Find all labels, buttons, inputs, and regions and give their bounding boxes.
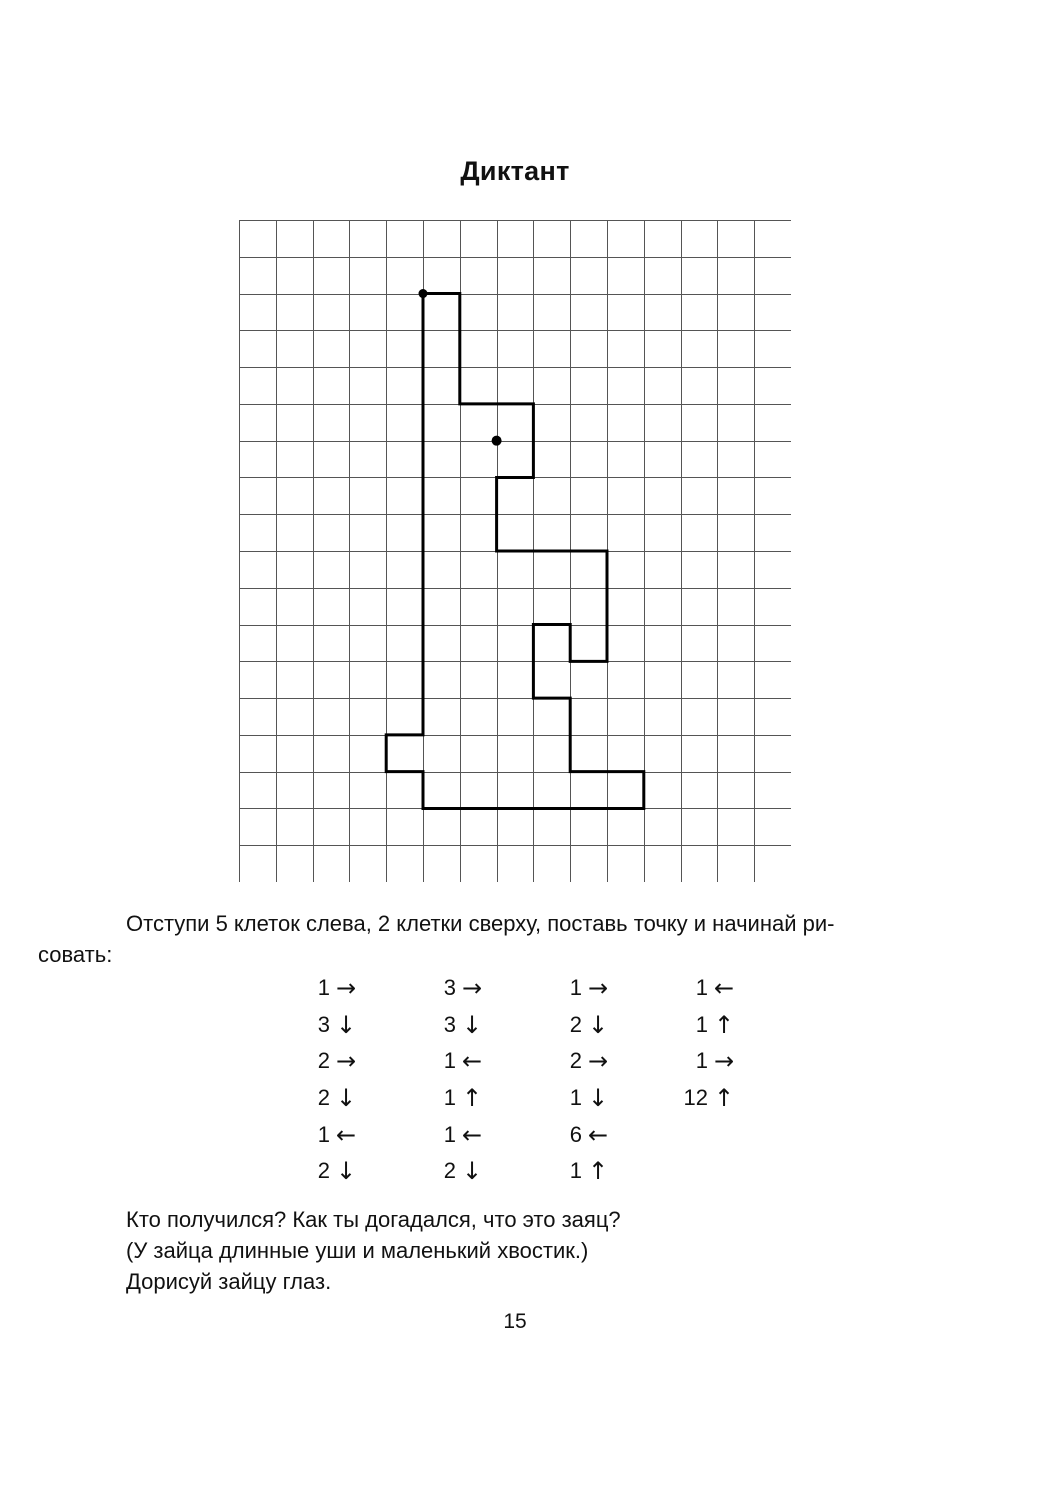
step-count: 2 [317, 1085, 330, 1111]
dictation-step [290, 1007, 400, 1044]
step-count: 3 [443, 975, 456, 1000]
step-count: 2 [317, 1158, 330, 1184]
dictation-column [290, 970, 400, 1190]
dictation-step [290, 1153, 400, 1190]
step-arrow-icon: ↓ [336, 1084, 357, 1113]
dictation-step [290, 1117, 400, 1154]
step-count: 1 [569, 975, 582, 1000]
step-count: 1 [695, 975, 708, 1000]
step-arrow-icon: ↓ [588, 1084, 609, 1113]
dictation-step [290, 1080, 400, 1117]
step-arrow-icon: ← [462, 1120, 483, 1149]
step-count: 1 [317, 1121, 330, 1147]
step-arrow-icon: ↑ [588, 1157, 609, 1186]
step-count: 1 [569, 1085, 582, 1111]
step-count: 1 [317, 975, 330, 1000]
step-arrow-icon: → [714, 1047, 735, 1076]
step-count: 12 [683, 1085, 708, 1111]
dictation-step [542, 1080, 652, 1117]
grid-figure [239, 220, 791, 882]
step-count: 1 [443, 1048, 456, 1074]
dictation-step [290, 970, 400, 1007]
dictation-step [416, 970, 526, 1007]
step-count: 6 [569, 1121, 582, 1147]
dictation-step [416, 1117, 526, 1154]
step-arrow-icon: ← [336, 1120, 357, 1149]
step-arrow-icon: ← [588, 1120, 609, 1149]
step-count: 2 [317, 1048, 330, 1074]
instruction-line-2: совать: [38, 942, 113, 967]
start-dot [419, 289, 428, 298]
step-count: 2 [569, 1011, 582, 1037]
step-arrow-icon: ↑ [714, 1084, 735, 1113]
dictation-table [290, 970, 770, 1200]
dictation-step [542, 1043, 652, 1080]
dictation-step [416, 1007, 526, 1044]
dictation-step [668, 1007, 778, 1044]
dictation-step [416, 1043, 526, 1080]
step-arrow-icon: ↓ [336, 1157, 357, 1186]
dictation-step [542, 970, 652, 1007]
page-title: Диктант [460, 156, 570, 186]
dictation-step [416, 1153, 526, 1190]
step-arrow-icon: ↑ [714, 1010, 735, 1039]
dictation-column [542, 970, 652, 1190]
step-count: 1 [443, 1085, 456, 1111]
step-count: 1 [569, 1158, 582, 1184]
step-arrow-icon: ↓ [462, 1157, 483, 1186]
step-count: 3 [443, 1011, 456, 1037]
eye-dot [492, 436, 502, 446]
dictation-step [668, 1043, 778, 1080]
step-count: 1 [443, 1121, 456, 1147]
step-arrow-icon: → [588, 1047, 609, 1076]
dictation-step [416, 1080, 526, 1117]
step-count: 1 [695, 1048, 708, 1074]
step-count: 2 [569, 1048, 582, 1074]
step-count: 3 [317, 1011, 330, 1037]
step-arrow-icon: → [588, 974, 609, 1002]
dictation-step [290, 1043, 400, 1080]
step-arrow-icon: → [336, 974, 357, 1002]
dictation-step [542, 1007, 652, 1044]
dictation-step [542, 1117, 652, 1154]
dictation-column [668, 970, 778, 1117]
dictation-step [668, 1080, 778, 1117]
step-arrow-icon: ↓ [588, 1010, 609, 1039]
grid-svg [239, 220, 791, 882]
instruction-line-1: Отступи 5 клеток слева, 2 клетки сверху, поставь точку и начинай ри- [126, 911, 835, 936]
step-arrow-icon: ↓ [462, 1010, 483, 1039]
page-number: 15 [503, 1310, 527, 1333]
dictation-column [416, 970, 526, 1190]
step-count: 2 [443, 1158, 456, 1184]
dictation-step [668, 970, 778, 1007]
question-line-1: Кто получился? Как ты догадался, что это заяц? [126, 1207, 621, 1232]
step-arrow-icon: ↑ [462, 1084, 483, 1113]
question-line-3: Дорисуй зайцу глаз. [126, 1269, 332, 1294]
step-arrow-icon: → [336, 1047, 357, 1076]
step-arrow-icon: ← [714, 974, 735, 1002]
step-count: 1 [695, 1011, 708, 1037]
step-arrow-icon: → [462, 974, 483, 1002]
step-arrow-icon: ↓ [336, 1010, 357, 1039]
question-line-2: (У зайца длинные уши и маленький хвостик.) [126, 1238, 589, 1263]
instruction-text [38, 908, 937, 970]
step-arrow-icon: ← [462, 1047, 483, 1076]
dictation-step [542, 1153, 652, 1190]
